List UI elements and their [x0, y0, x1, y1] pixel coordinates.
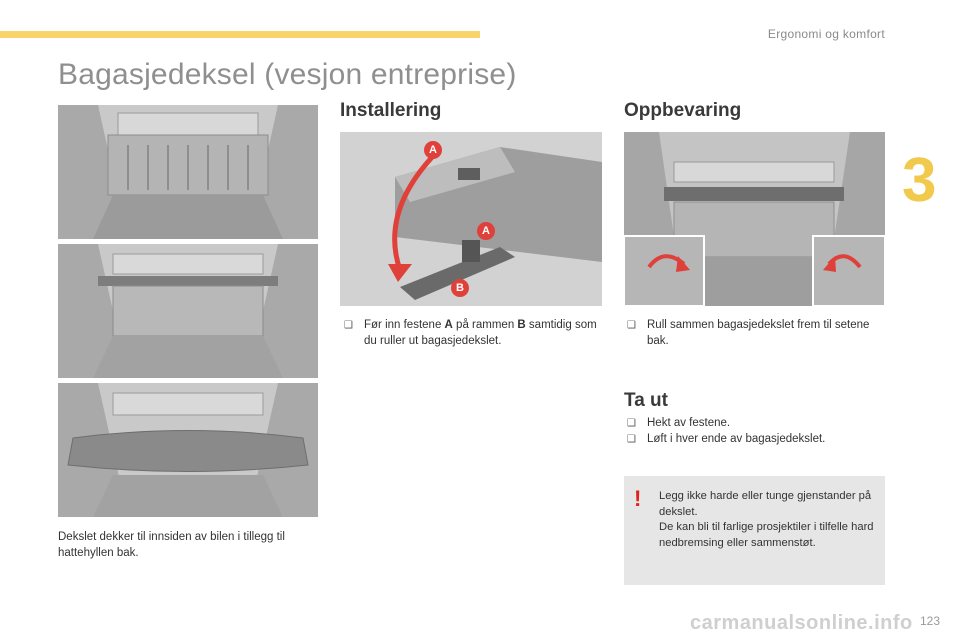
watermark: carmanualsonline.info [690, 612, 913, 634]
page-title: Bagasjedeksel (vesjon entreprise) [58, 58, 517, 91]
checkbox-bullet-icon: ❑ [344, 320, 353, 331]
section-title: Ergonomi og komfort [767, 27, 885, 41]
callout-b: B [451, 279, 469, 297]
callout-a-bottom: A [477, 222, 495, 240]
oppbevaring-instruction: Rull sammen bagasjedekslet frem til setene bak. [647, 319, 870, 347]
photo-storage-diagram [624, 132, 885, 306]
warning-text [659, 489, 881, 551]
heading-installering: Installering [340, 100, 442, 121]
warning-box [624, 476, 885, 585]
photo-cover-removed [58, 383, 318, 517]
page-number: 123 [919, 614, 940, 628]
callout-a-top: A [424, 141, 442, 159]
chapter-number: 3 [902, 146, 937, 215]
photo-installation-diagram [340, 132, 602, 306]
ta-ut-step-2: Løft i hver ende av bagasjedekslet. [647, 433, 826, 445]
oppbevaring-bullet [627, 318, 885, 349]
photo-cover-closed [58, 105, 318, 239]
ta-ut-bullet-1 [627, 416, 885, 432]
warning-line-1: Legg ikke harde eller tunge gjenstander på dekslet. [659, 490, 872, 518]
ta-ut-step-1: Hekt av festene. [647, 417, 731, 429]
installering-instruction: Før inn festene A på rammen B samtidig som du ruller ut bagasjedekslet. [364, 319, 597, 347]
top-accent-bar [0, 31, 480, 38]
heading-ta-ut: Ta ut [624, 390, 668, 411]
heading-oppbevaring: Oppbevaring [624, 100, 742, 121]
warning-exclamation-icon: ! [634, 486, 642, 511]
checkbox-bullet-icon: ❑ [627, 418, 636, 429]
checkbox-bullet-icon: ❑ [627, 320, 636, 331]
photo-cover-rolled [58, 244, 318, 378]
installering-bullet [344, 318, 602, 349]
checkbox-bullet-icon: ❑ [627, 434, 636, 445]
warning-line-2: De kan bli til farlige prosjektiler i tilfelle hard nedbremsing eller sammenstøt. [659, 521, 874, 549]
ta-ut-bullet-2 [627, 432, 885, 448]
left-caption: Dekslet dekker til innsiden av bilen i tillegg til hattehyllen bak. [58, 531, 285, 559]
